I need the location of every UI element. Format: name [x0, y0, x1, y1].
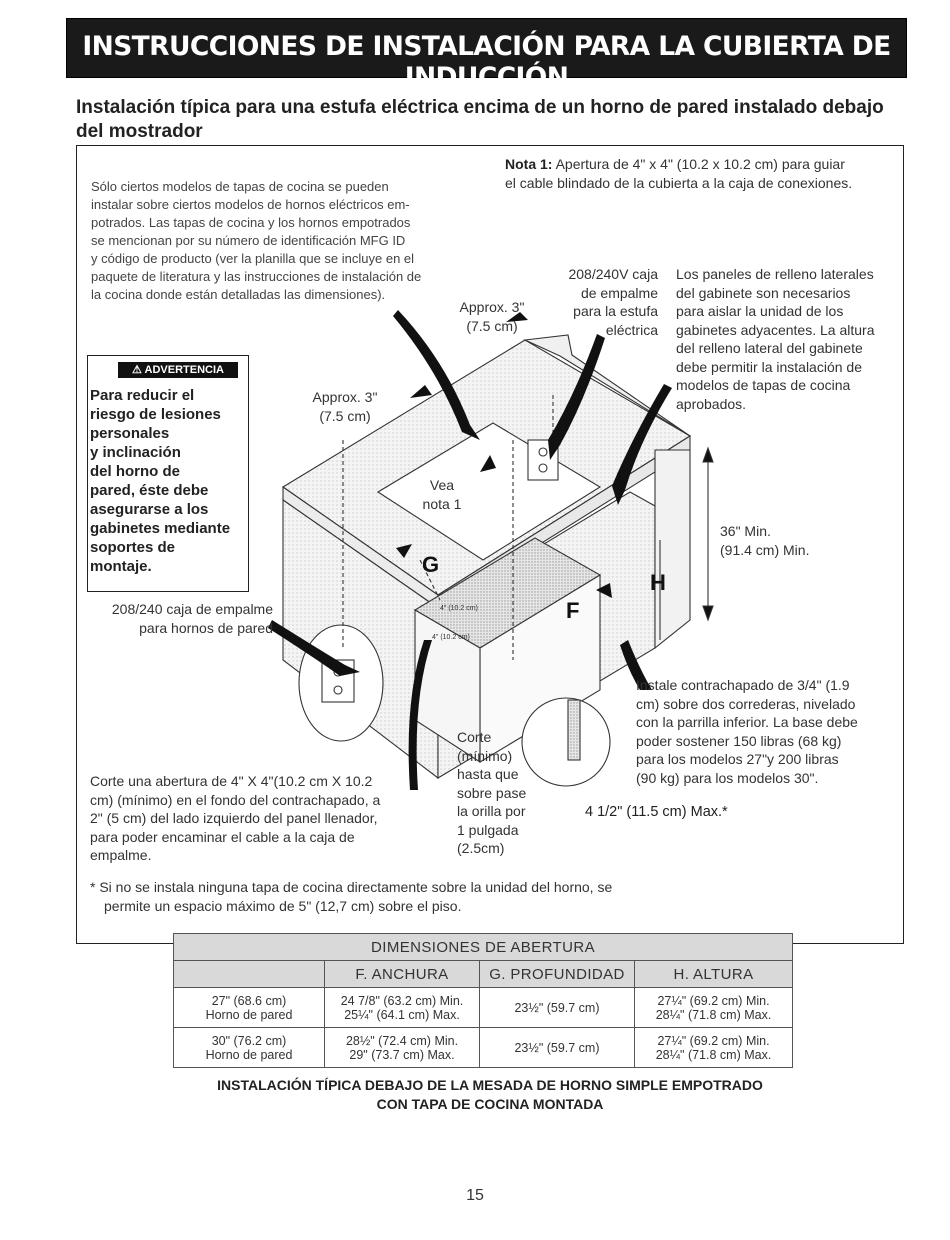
warning-line: gabinetes mediante — [90, 520, 231, 537]
max-gap-label: 4 1/2" (11.5 cm) Max.* — [585, 804, 728, 820]
cell-line: Horno de pared — [205, 1007, 293, 1022]
label-f: F — [566, 598, 580, 623]
cut-line: (2.5cm) — [457, 840, 505, 856]
nota-1-text: Apertura de 4" x 4" (10.2 x 10.2 cm) para guiar — [552, 156, 845, 172]
junction-line: eléctrica — [605, 321, 658, 338]
cell-line: Horno de pared — [205, 1047, 293, 1062]
approx-top-label — [452, 298, 532, 335]
intro-text — [91, 178, 491, 304]
junction-line: de empalme — [580, 284, 658, 301]
approx-line: (7.5 cm) — [319, 407, 371, 424]
cooktop-junction-label — [540, 265, 658, 339]
plywood-line: con la parrilla inferior. La base debe — [636, 714, 858, 730]
side-panels-line: modelos de tapas de cocina — [676, 377, 851, 393]
dimensions-table — [173, 933, 793, 1068]
cell-line: 25¼" (64.1 cm) Max. — [344, 1007, 460, 1022]
junction-line: 208/240V caja — [568, 266, 658, 282]
side-panels-note — [676, 265, 901, 413]
warning-line: riesgo de lesiones — [90, 406, 221, 423]
side-panels-line: Los paneles de relleno laterales — [676, 266, 874, 282]
cut-opening-line: empalme. — [90, 847, 152, 863]
min-height-line: (91.4 cm) Min. — [720, 541, 810, 558]
hole-dimension-label: 4" (10.2 cm) — [432, 634, 470, 641]
warning-line: montaje. — [90, 558, 152, 575]
min-height-label — [720, 522, 840, 559]
intro-line: y código de producto (ver la planilla que se incluye en el — [91, 251, 415, 266]
label-g: G — [422, 552, 440, 577]
table-header-cell: G. PROFUNDIDAD — [480, 961, 635, 988]
table-cell-depth: 23½" (59.7 cm) — [480, 1028, 635, 1068]
warning-badge: ⚠ ADVERTENCIA — [118, 362, 238, 378]
approx-line: Approx. 3" — [312, 389, 378, 405]
cut-line: la orilla por — [457, 803, 526, 819]
arrow-approx-left — [410, 385, 432, 398]
banner-title: INSTRUCCIONES DE INSTALACIÓN PARA LA CUBIERTA DE INDUCCIÓN — [82, 31, 891, 93]
cell-line: 28¼" (71.8 cm) Max. — [655, 1007, 772, 1022]
approx-line: (7.5 cm) — [466, 317, 518, 334]
intro-line: instalar sobre ciertos modelos de hornos eléctricos em- — [91, 197, 410, 212]
cut-opening-line: 2" (5 cm) del lado izquierdo del panel llenador, — [90, 810, 378, 826]
cut-opening-note — [90, 772, 430, 865]
table-cell-depth: 23½" (59.7 cm) — [480, 988, 635, 1028]
warning-line: y inclinación — [90, 444, 181, 461]
cell-line: 27¼" (69.2 cm) Min. — [657, 1033, 770, 1048]
caption-line: INSTALACIÓN TÍPICA DEBAJO DE LA MESADA DE HORNO SIMPLE EMPOTRADO — [217, 1077, 763, 1093]
oven-junction-line: para hornos de pared — [139, 619, 273, 636]
side-panels-line: para aislar la unidad de los — [676, 303, 844, 319]
vea-line: Vea — [429, 477, 455, 493]
plywood-line: Instale contrachapado de 3/4" (1.9 — [636, 677, 850, 693]
cut-line: hasta que — [457, 766, 519, 782]
warning-line: Para reducir el — [90, 387, 195, 404]
cell-line: 30" (76.2 cm) — [211, 1033, 287, 1048]
figure-caption — [76, 1076, 904, 1114]
table-cell-height — [635, 988, 793, 1028]
intro-line: potrados. Las tapas de cocina y los hornos empotrados — [91, 215, 411, 230]
warning-text — [90, 386, 246, 576]
cell-line: 28¼" (71.8 cm) Max. — [655, 1047, 772, 1062]
nota-1-text: el cable blindado de la cubierta a la caja de conexiones. — [505, 174, 853, 191]
warning-line: personales — [90, 425, 170, 442]
cut-line: sobre pase — [457, 784, 527, 801]
approx-left-label — [300, 388, 390, 425]
cell-line: 27" (68.6 cm) — [211, 993, 287, 1008]
page-number: 15 — [466, 1187, 484, 1204]
table-title: DIMENSIONES DE ABERTURA — [174, 934, 793, 961]
caption-line: CON TAPA DE COCINA MONTADA — [376, 1096, 604, 1112]
label-h: H — [650, 570, 666, 595]
footnote-line: permite un espacio máximo de 5" (12,7 cm) sobre el piso. — [104, 897, 462, 914]
plywood-note — [636, 676, 906, 787]
cut-opening-line: cm) (mínimo) en el fondo del contrachapado, a — [90, 791, 381, 808]
table-header-cell — [174, 961, 325, 988]
cell-line: 27¼" (69.2 cm) Min. — [657, 993, 770, 1008]
table-cell-height — [635, 1028, 793, 1068]
vea-nota-label — [412, 476, 472, 513]
table-header-cell: H. ALTURA — [635, 961, 793, 988]
cut-line: Corte — [457, 729, 492, 745]
cell-line: 29" (73.7 cm) Max. — [349, 1047, 455, 1062]
table-row — [174, 988, 793, 1028]
side-panels-line: gabinetes adyacentes. La altura — [676, 321, 875, 338]
cut-opening-line: Corte una abertura de 4" X 4"(10.2 cm X 10.2 — [90, 773, 373, 789]
table-cell-model — [174, 988, 325, 1028]
cut-line: (mínimo) — [457, 747, 513, 764]
intro-line: se mencionan por su número de identificación MFG ID — [91, 233, 406, 248]
min-height-line: 36" Min. — [720, 523, 771, 539]
table-cell-width — [325, 988, 480, 1028]
cell-line: 28½" (72.4 cm) Min. — [345, 1033, 459, 1048]
intro-line: paquete de literatura y las instrucciones de instalación de — [91, 269, 422, 284]
page-subtitle: Instalación típica para una estufa eléctrica encima de un horno de pared instalado debajo del mostrador — [76, 97, 884, 142]
warning-line: del horno de — [90, 463, 180, 480]
plywood-line: cm) sobre dos correderas, nivelado — [636, 695, 856, 712]
approx-line: Approx. 3" — [459, 299, 525, 315]
cell-line: 24 7/8" (63.2 cm) Min. — [340, 993, 464, 1008]
warning-line: soportes de — [90, 539, 176, 556]
table-cell-model — [174, 1028, 325, 1068]
hole-dimension-label: 4" (10.2 cm) — [440, 605, 478, 612]
side-panels-line: del gabinete son necesarios — [676, 284, 851, 301]
warning-line: asegurarse a los — [90, 501, 209, 518]
nota-1 — [505, 155, 900, 192]
cut-note — [457, 728, 557, 858]
side-panels-line: debe permitir la instalación de — [676, 358, 862, 375]
oven-junction-label — [88, 600, 273, 637]
plywood-line: para los modelos 27"y 200 libras — [636, 751, 839, 767]
plywood-line: poder sostener 150 libras (68 kg) — [636, 732, 842, 749]
junction-line: para la estufa — [573, 303, 658, 319]
table-header-cell: F. ANCHURA — [325, 961, 480, 988]
cut-line: 1 pulgada — [457, 821, 519, 838]
warning-badge-text: ADVERTENCIA — [144, 364, 224, 376]
vea-line: nota 1 — [422, 495, 462, 512]
intro-line: Sólo ciertos modelos de tapas de cocina se pueden — [91, 179, 389, 194]
footnote — [90, 878, 790, 915]
warning-box — [87, 355, 249, 592]
nota-1-label: Nota 1: — [505, 156, 553, 172]
cut-opening-line: para poder encaminar el cable a la caja de — [90, 828, 355, 845]
warning-line: pared, éste debe — [90, 482, 209, 499]
footnote-line: * Si no se instala ninguna tapa de cocina directamente sobre la unidad del horno, se — [90, 879, 613, 895]
oven-junction-line: 208/240 caja de empalme — [111, 601, 273, 617]
side-panels-line: del relleno lateral del gabinete — [676, 340, 863, 356]
side-panels-line: aprobados. — [676, 395, 747, 412]
intro-line: la cocina donde están detalladas las dimensiones). — [91, 287, 386, 302]
plywood-line: (90 kg) para los modelos 30". — [636, 769, 819, 786]
table-row — [174, 1028, 793, 1068]
table-cell-width — [325, 1028, 480, 1068]
